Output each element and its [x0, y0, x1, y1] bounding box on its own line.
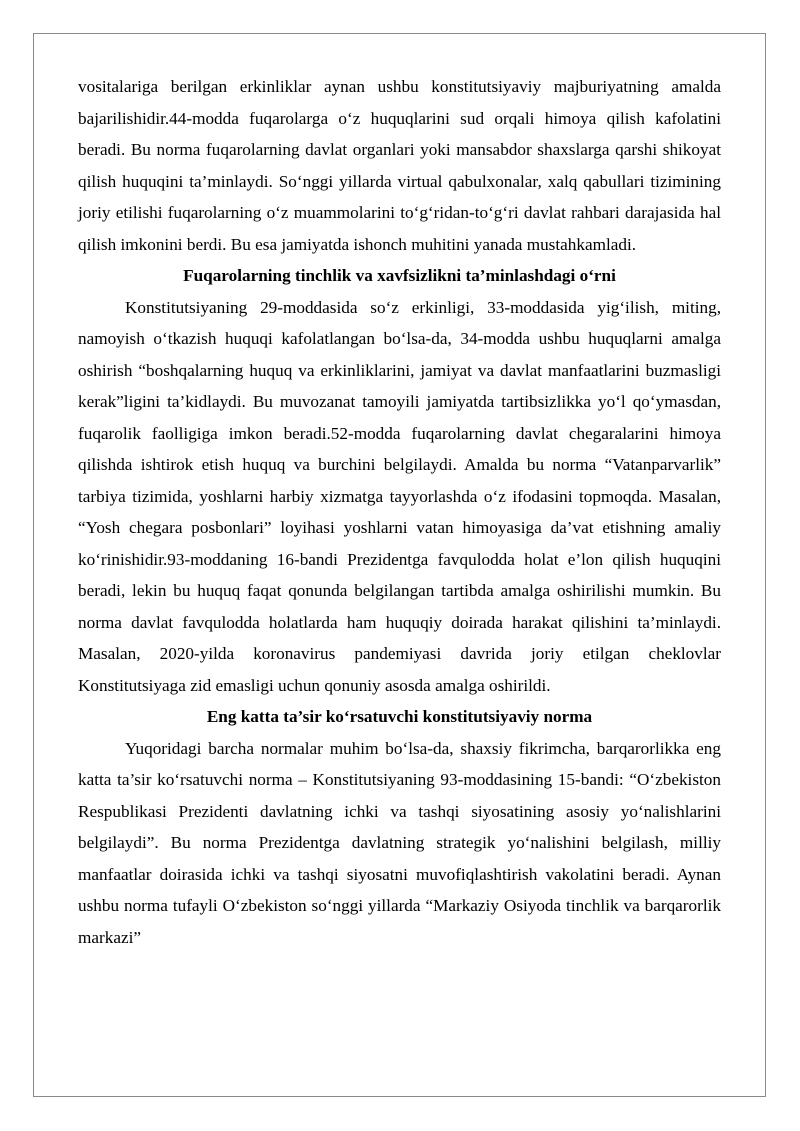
- section-heading-security-role: Fuqarolarning tinchlik va xavfsizlikni ta’minlashdagi o‘rni: [183, 266, 616, 285]
- paragraph-continuation: vositalariga berilgan erkinliklar aynan ushbu konstitutsiyaviy majburiyatning amalda bajarilishidir.44-modda fuqarolarga o‘z huquqlarini sud orqali himoya qilish kafolatini beradi. Bu norma fuqarolarning davlat organlari yoki mansabdor shaxslarga qarshi shikoyat qilish huquqini ta’minlaydi. So‘nggi yillarda virtual qabulxonalar, xalq qabullari tizimining joriy etilishi fuqarolarning o‘z muammolarini to‘g‘ridan-to‘g‘ri davlat rahbari darajasida hal qilish imkonini berdi. Bu esa jamiyatda ishonch muhitini yanada mustahkamladi.: [78, 77, 721, 254]
- document-body: [78, 71, 721, 953]
- paragraph-constitution-articles: Konstitutsiyaning 29-moddasida so‘z erkinligi, 33-moddasida yig‘ilish, miting, namoyish o‘tkazish huquqi kafolatlangan bo‘lsa-da, 34-modda ushbu huquqlarni amalga oshirish “boshqalarning huquq va erkinliklarini, jamiyat va davlat manfaatlarini buzmasligi kerak”ligini ta’kidlaydi. Bu muvozanat tamoyili jamiyatda tartibsizlikka yo‘l qo‘ymasdan, fuqarolik faolligiga imkon beradi.52-modda fuqarolarning davlat chegaralarini himoya qilishda ishtirok etish huquq va burchini belgilaydi. Amalda bu norma “Vatanparvarlik” tarbiya tizimida, yoshlarni harbiy xizmatga tayyorlashda o‘z ifodasini topmoqda. Masalan, “Yosh chegara posbonlari” loyihasi yoshlarni vatan himoyasiga da’vat etishning amaliy ko‘rinishidir.93-moddaning 16-bandi Prezidentga favqulodda holat e’lon qilish huquqini beradi, lekin bu huquq faqat qonunda belgilangan tartibda amalga oshirilishi mumkin. Bu norma davlat favqulodda holatlarda ham huquqiy doirada harakat qilishini ta’minlaydi. Masalan, 2020-yilda koronavirus pandemiyasi davrida joriy etilgan cheklovlar Konstitutsiyaga zid emasligi uchun qonuniy asosda amalga oshirildi.: [78, 297, 721, 695]
- section-heading-most-influential-norm: Eng katta ta’sir ko‘rsatuvchi konstitutsiyaviy norma: [206, 707, 593, 726]
- paragraph-presidential-norm: Yuqoridagi barcha normalar muhim bo‘lsa-da, shaxsiy fikrimcha, barqarorlikka eng katta ta’sir ko‘rsatuvchi norma – Konstitutsiyaning 93-moddasining 15-bandi: “O‘zbekiston Respublikasi Prezidenti davlatning ichki va tashqi siyosatining asosiy yo‘nalishlarini belgilaydi”. Bu norma Prezidentga davlatning strategik yo‘nalishini belgilash, milliy manfaatlar doirasida ichki va tashqi siyosatni muvofiqlashtirish vakolatini beradi. Aynan ushbu norma tufayli O‘zbekiston so‘nggi yillarda “Markaziy Osiyoda tinchlik va barqarorlik markazi”: [78, 738, 721, 947]
